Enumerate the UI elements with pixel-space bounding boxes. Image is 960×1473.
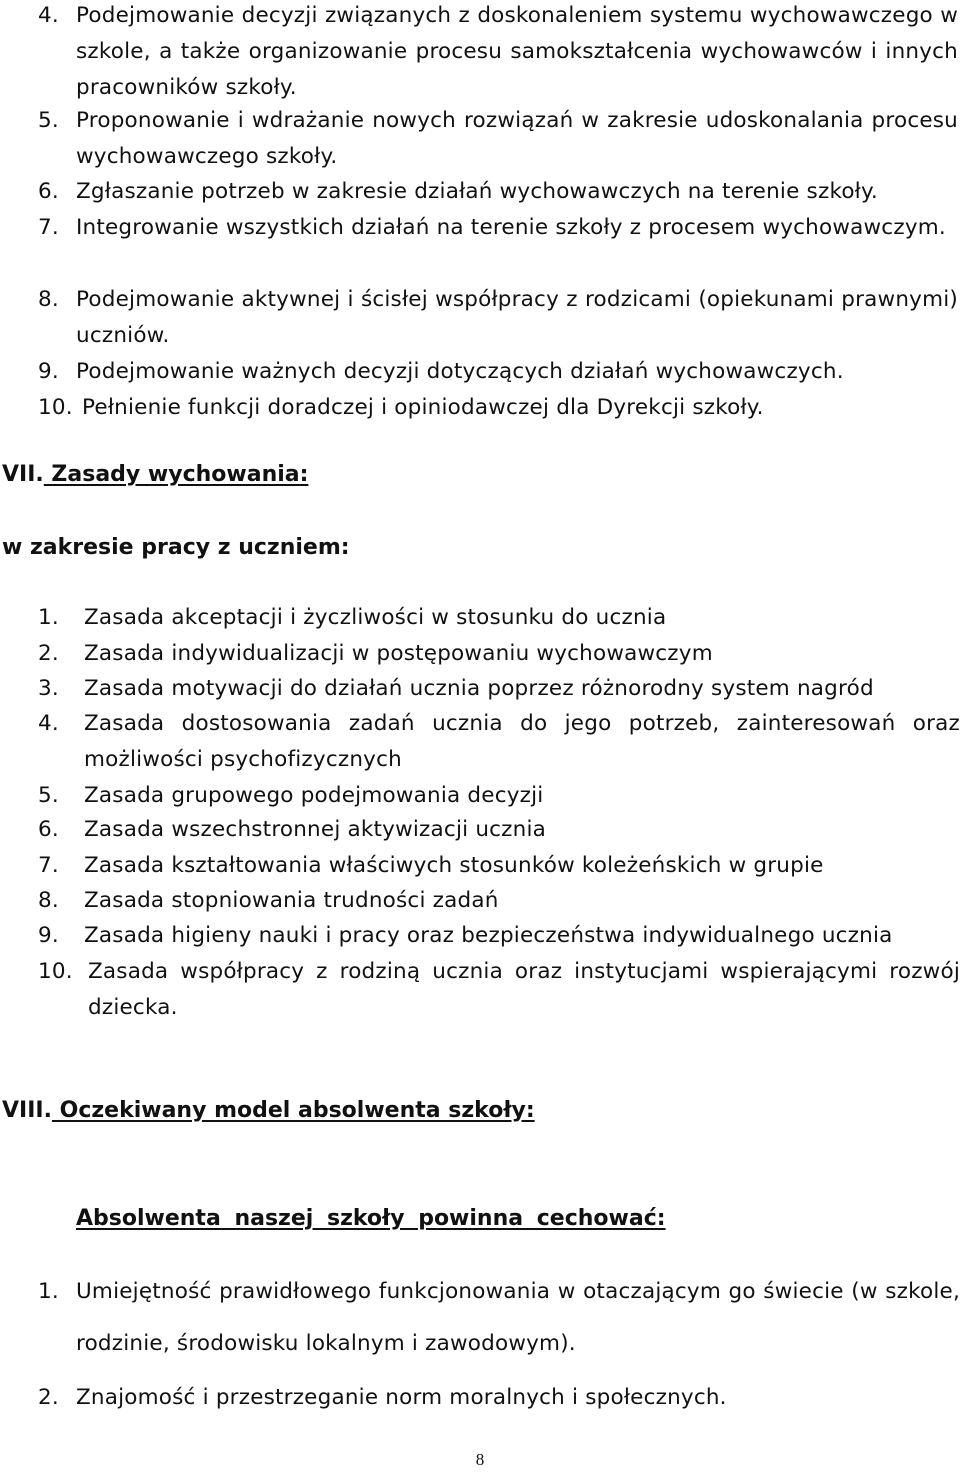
list-item xyxy=(38,0,958,106)
list-item-text: Zasada motywacji do działań ucznia poprzez różnorodny system nagród xyxy=(84,676,874,701)
list-item xyxy=(38,1372,960,1424)
list-item-text: Zasada indywidualizacji w postępowaniu wychowawczym xyxy=(84,641,713,666)
list-item xyxy=(38,210,958,246)
list-item-number: 4. xyxy=(38,3,59,28)
list-item-number: 4. xyxy=(38,711,59,736)
section-vii-heading xyxy=(2,462,308,487)
list-item-text: Pełnienie funkcji doradczej i opiniodawczej dla Dyrekcji szkoły. xyxy=(82,395,764,420)
list-item-text: Znajomość i przestrzeganie norm moralnych i społecznych. xyxy=(76,1385,727,1410)
list-item-number: 10. xyxy=(38,395,73,420)
list-item-number: 5. xyxy=(38,783,59,808)
list-item-number: 3. xyxy=(38,676,59,701)
list-item xyxy=(38,812,960,848)
list-item-text: Zasada kształtowania właściwych stosunków koleżeńskich w grupie xyxy=(84,853,824,878)
list-item xyxy=(38,174,958,210)
page-number: 8 xyxy=(475,1450,485,1469)
section-viii-title: Oczekiwany model absolwenta szkoły: xyxy=(51,1098,535,1123)
list-item xyxy=(38,103,958,175)
list-item xyxy=(38,883,960,919)
list-item xyxy=(38,671,960,707)
list-item xyxy=(38,282,958,354)
list-item-text: Zgłaszanie potrzeb w zakresie działań wychowawczych na terenie szkoły. xyxy=(76,179,878,204)
list-item-text: Zasada stopniowania trudności zadań xyxy=(84,888,499,913)
list-item-number: 9. xyxy=(38,923,59,948)
list-item xyxy=(38,354,958,390)
list-item-number: 2. xyxy=(38,1385,59,1410)
list-item xyxy=(38,600,960,636)
list-item-text: Zasada współpracy z rodziną ucznia oraz instytucjami wspierającymi rozwój dziecka. xyxy=(88,959,960,1020)
list-item-text: Umiejętność prawidłowego funkcjonowania w otaczającym go świecie (w szkole, rodzinie, środowisku lokalnym i zawodowym). xyxy=(76,1279,960,1356)
list-item-number: 9. xyxy=(38,359,59,384)
section-vii-roman: VII. xyxy=(2,462,44,487)
list-item-number: 7. xyxy=(38,215,59,240)
list-item xyxy=(38,848,960,884)
list-item-text: Podejmowanie ważnych decyzji dotyczących działań wychowawczych. xyxy=(76,359,844,384)
list-item-text: Podejmowanie decyzji związanych z doskonaleniem systemu wychowawczego w szkole, a także organizowanie procesu samokształcenia wychowawców i innych pracowników szkoły. xyxy=(76,3,958,100)
list-item-text: Zasada grupowego podejmowania decyzji xyxy=(84,783,544,808)
section-viii-heading xyxy=(2,1098,535,1123)
list-item xyxy=(38,918,960,954)
list-item-number: 10. xyxy=(38,959,73,984)
list-item-text: Zasada higieny nauki i pracy oraz bezpieczeństwa indywidualnego ucznia xyxy=(84,923,893,948)
list-item-number: 6. xyxy=(38,817,59,842)
list-item xyxy=(38,1266,960,1370)
list-item-text: Proponowanie i wdrażanie nowych rozwiązań w zakresie udoskonalania procesu wychowawczego szkoły. xyxy=(76,108,958,169)
list-item xyxy=(38,636,960,672)
list-item xyxy=(38,778,960,814)
list-item xyxy=(38,390,958,426)
list-item-number: 2. xyxy=(38,641,59,666)
list-item xyxy=(38,954,960,1025)
section-viii-roman: VIII. xyxy=(2,1098,52,1123)
list-item-number: 8. xyxy=(38,888,59,913)
list-item-text: Zasada wszechstronnej aktywizacji ucznia xyxy=(84,817,547,842)
list-item-number: 6. xyxy=(38,179,59,204)
list-item-number: 7. xyxy=(38,853,59,878)
list-item-number: 1. xyxy=(38,1279,59,1304)
section-vii-title: Zasady wychowania: xyxy=(43,462,309,487)
list-item-text: Integrowanie wszystkich działań na terenie szkoły z procesem wychowawczym. xyxy=(76,215,946,240)
list-item-text: Podejmowanie aktywnej i ścisłej współpracy z rodzicami (opiekunami prawnymi) uczniów. xyxy=(76,287,958,348)
section-vii-subheading: w zakresie pracy z uczniem: xyxy=(2,535,350,560)
list-item-number: 5. xyxy=(38,108,59,133)
list-item-number: 8. xyxy=(38,287,59,312)
list-item xyxy=(38,706,960,777)
list-item-text: Zasada dostosowania zadań ucznia do jego potrzeb, zainteresowań oraz możliwości psychofizycznych xyxy=(84,711,960,772)
list-item-text: Zasada akceptacji i życzliwości w stosunku do ucznia xyxy=(84,605,667,630)
section-viii-subheading: Absolwenta naszej szkoły powinna cechować: xyxy=(76,1206,666,1231)
list-item-number: 1. xyxy=(38,605,59,630)
